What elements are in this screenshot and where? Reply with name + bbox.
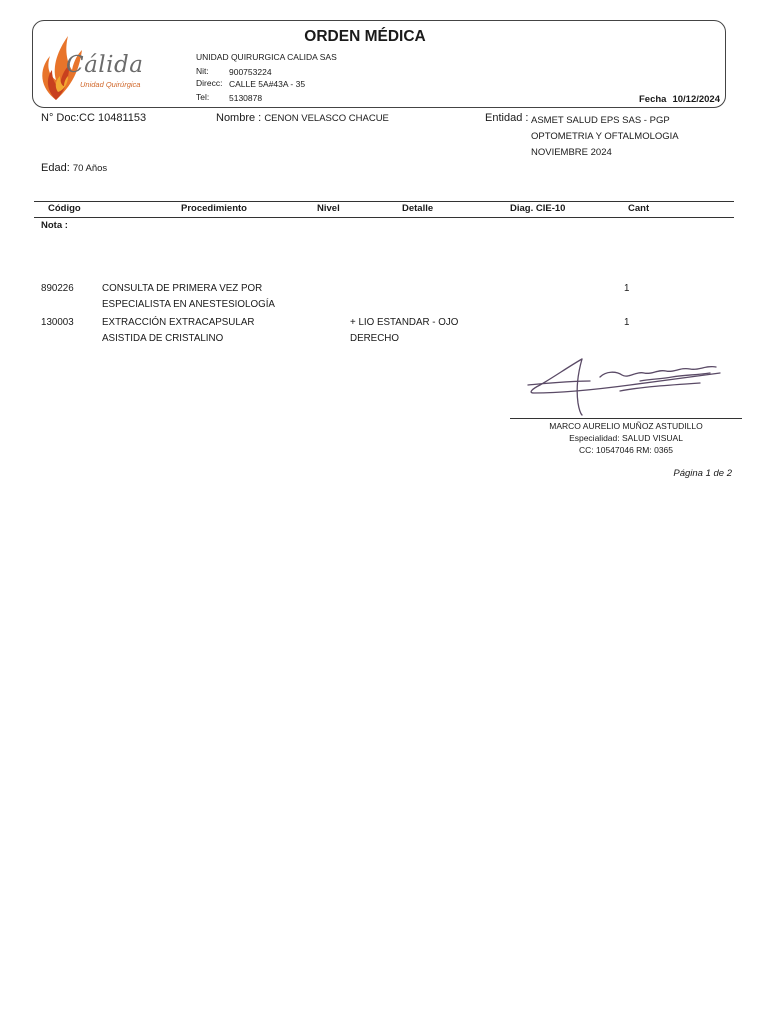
col-header-procedimiento: Procedimiento [181,203,247,214]
table-header-rule [34,217,734,218]
fecha-label: Fecha [638,94,667,105]
doc-label: N° Doc: [41,112,80,124]
nit-value: 900753224 [229,67,272,77]
row-procedimiento [102,315,254,346]
row-cant: 1 [624,283,630,294]
nota-label: Nota : [41,220,68,231]
row-detalle [350,315,458,346]
entidad-line: OPTOMETRIA Y OFTALMOLOGIA [531,131,679,142]
edad-value: 70 Años [72,163,108,174]
proc-line: CONSULTA DE PRIMERA VEZ POR [102,283,263,294]
col-header-nivel: Nivel [317,203,340,214]
entidad-line: ASMET SALUD EPS SAS - PGP [531,115,670,126]
logo-wordmark: Cálida [66,52,144,78]
row-codigo: 890226 [41,283,74,294]
col-header-diag: Diag. CIE-10 [510,203,566,214]
doc-value: CC 10481153 [79,112,147,124]
tel-value: 5130878 [229,93,263,103]
edad-label: Edad: [41,162,70,174]
entidad-label: Entidad : [485,112,529,124]
signature-rule [510,418,742,419]
nombre-value: CENON VELASCO CHACUE [264,113,389,124]
direc-label: Direcc: [196,78,223,88]
col-header-cant: Cant [628,203,650,214]
tel-label: Tel: [196,92,210,102]
nit-label: Nit: [196,66,209,76]
signer-cc-rm: CC: 10547046 RM: 0365 [578,445,674,455]
col-header-detalle: Detalle [402,203,434,214]
page-number: Página 1 de 2 [673,468,732,479]
logo-subtitle: Unidad Quirúrgica [80,80,141,89]
detalle-line: + LIO ESTANDAR - OJO [350,317,459,328]
row-codigo: 130003 [41,317,74,328]
doc-number [41,112,146,124]
proc-line: ASISTIDA DE CRISTALINO [102,332,224,344]
table-top-rule [34,201,734,202]
handwritten-signature-icon [520,355,735,417]
edad [41,162,107,174]
company-name: UNIDAD QUIRURGICA CALIDA SAS [196,52,337,62]
patient-name [216,112,389,124]
direc-value: CALLE 5A#43A - 35 [229,79,306,89]
entidad-value [531,113,679,161]
detalle-line: DERECHO [350,332,399,344]
row-procedimiento [102,281,275,312]
col-header-codigo: Código [48,203,81,214]
signer-name: MARCO AURELIO MUÑOZ ASTUDILLO [549,421,703,431]
fecha [639,94,720,105]
row-cant: 1 [624,317,630,328]
proc-line: ESPECIALISTA EN ANESTESIOLOGÍA [102,298,275,310]
fecha-value: 10/12/2024 [672,94,720,105]
nombre-label: Nombre : [216,112,262,124]
signer-especialidad: Especialidad: SALUD VISUAL [569,433,683,443]
entidad-line: NOVIEMBRE 2024 [531,147,612,158]
proc-line: EXTRACCIÓN EXTRACAPSULAR [102,317,255,328]
document-title: ORDEN MÉDICA [304,28,426,45]
